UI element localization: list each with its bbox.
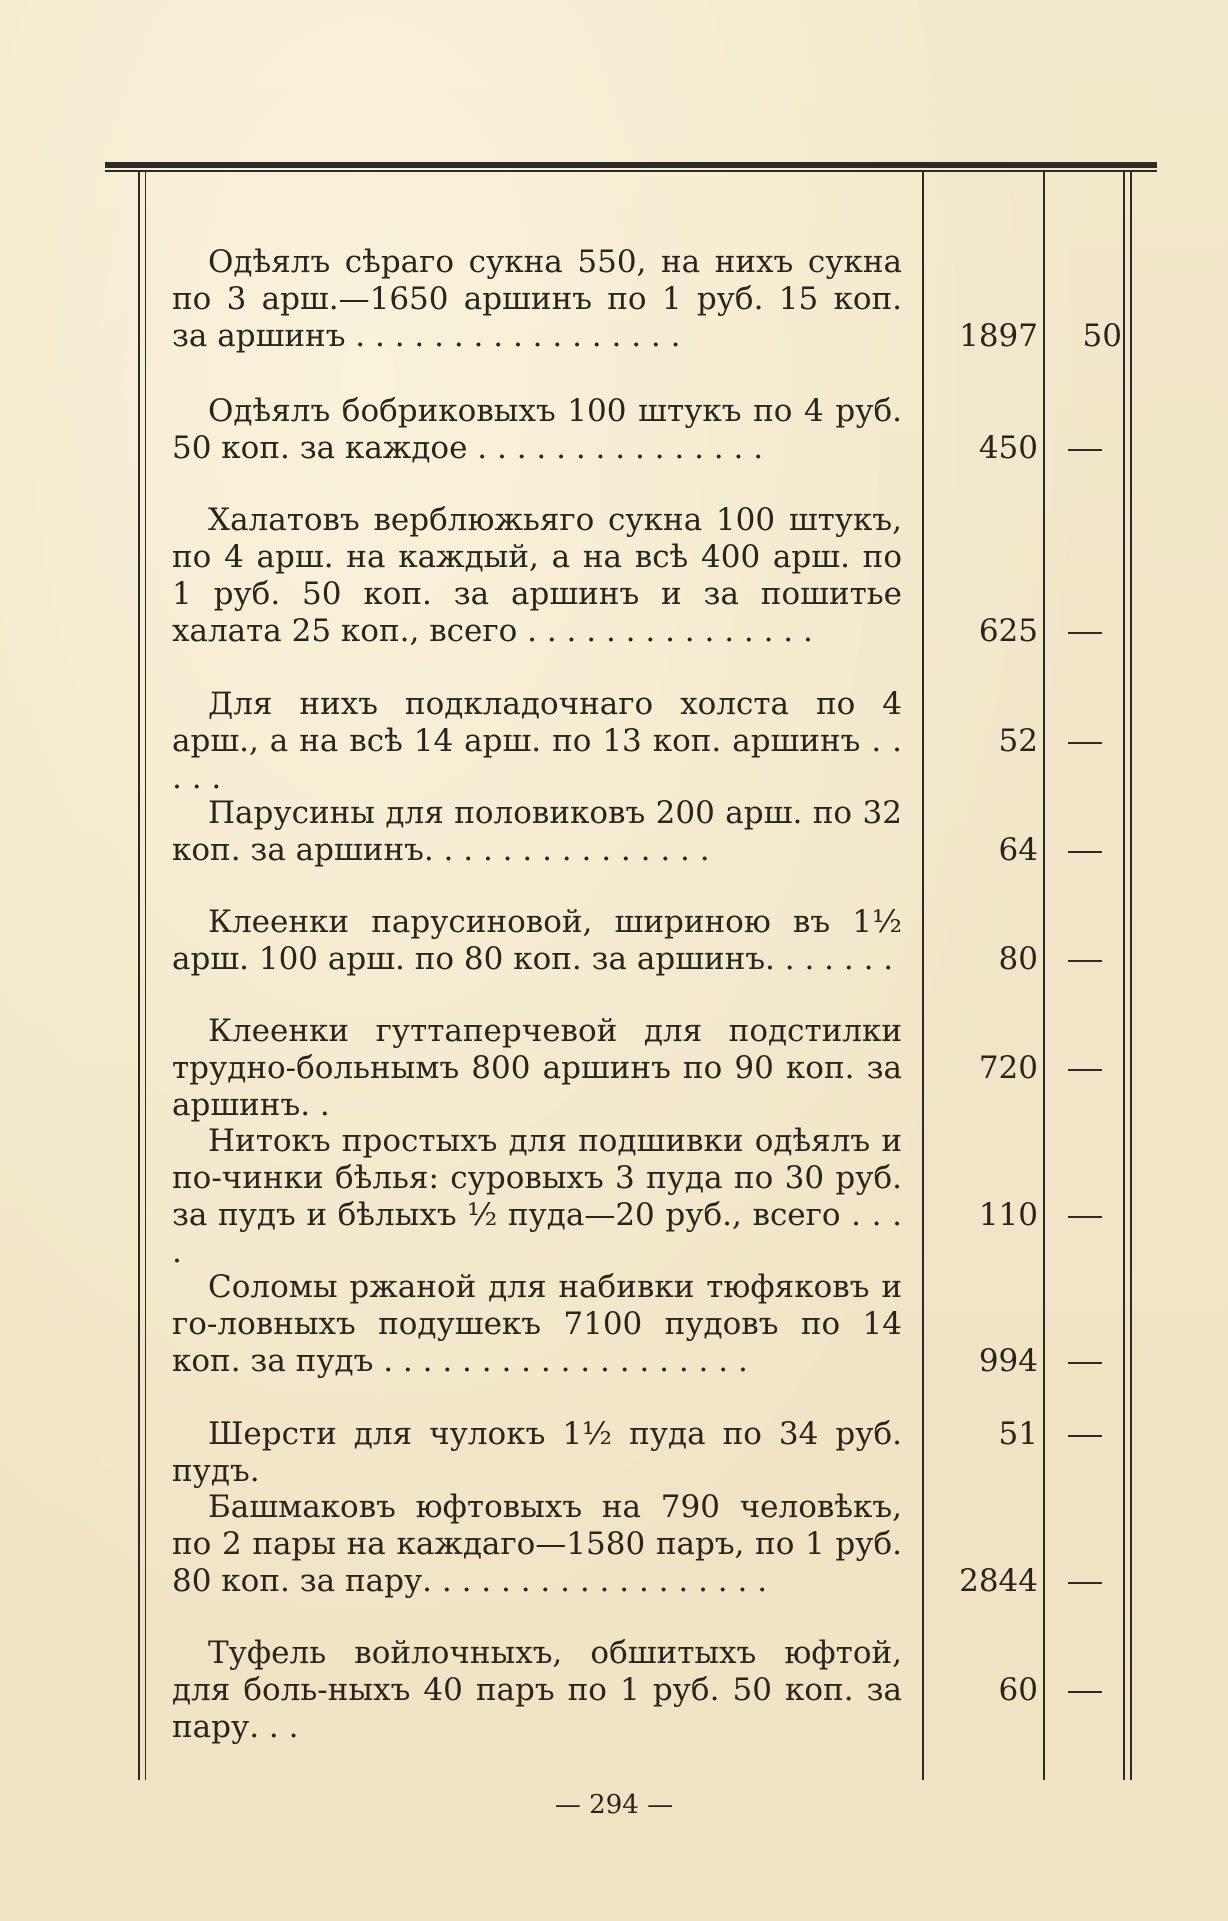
entry-rubles: 720 [978, 1050, 1038, 1086]
entry-kopecks-dash [1068, 632, 1102, 634]
entry-kopecks-dash [1068, 1691, 1102, 1693]
entry-kopecks-dash [1068, 851, 1102, 853]
entry-rubles: 2844 [959, 1563, 1038, 1599]
entry-kopecks-dash [1068, 1069, 1102, 1071]
entry-text: Туфель войлочныхъ, обшитыхъ юфтой, для боль-ныхъ 40 паръ по 1 руб. 50 коп. за пару. . . [172, 1635, 902, 1745]
entry-rubles: 64 [998, 832, 1038, 868]
left-border-inner [145, 172, 146, 1780]
entry-kopecks: 50 [1082, 318, 1122, 354]
top-rule-thin [105, 170, 1157, 172]
entry-kopecks-dash [1068, 960, 1102, 962]
entry-rubles: 52 [998, 723, 1038, 759]
entry-kopecks-dash [1068, 1582, 1102, 1584]
entry-rubles: 625 [978, 613, 1038, 649]
entry-kopecks-dash [1068, 1435, 1102, 1437]
right-border-outer [1130, 172, 1132, 1780]
entry-text: Одѣялъ сѣраго сукна 550, на нихъ сукна по 3 арш.—1650 аршинъ по 1 руб. 15 коп. за аршинъ . . . . . . . . . . . . . . . . . [172, 244, 902, 354]
entry-kopecks-dash [1068, 1362, 1102, 1364]
entry-text: Одѣялъ бобриковыхъ 100 штукъ по 4 руб. 50 коп. за каждое . . . . . . . . . . . . . . . [172, 393, 902, 466]
entry-text: Клеенки парусиновой, шириною въ 1½ арш. 100 арш. по 80 коп. за аршинъ. . . . . . . [172, 904, 902, 977]
entry-text: Нитокъ простыхъ для подшивки одѣялъ и по-чинки бѣлья: суровыхъ 3 пуда по 30 руб. за пудъ и бѣлыхъ ½ пуда—20 руб., всего . . . . [172, 1123, 902, 1270]
entry-kopecks-dash [1068, 742, 1102, 744]
entry-text: Шерсти для чулокъ 1½ пуда по 34 руб. пудъ. [172, 1416, 902, 1489]
entry-text: Соломы ржаной для набивки тюфяковъ и го-ловныхъ подушекъ 7100 пудовъ по 14 коп. за пудъ . . . . . . . . . . . . . . . . . . . [172, 1269, 902, 1379]
entry-rubles: 80 [998, 941, 1038, 977]
entry-text: Башмаковъ юфтовыхъ на 790 человѣкъ, по 2 пары на каждаго—1580 паръ, по 1 руб. 80 коп. за пару. . . . . . . . . . . . . . . . . . [172, 1489, 902, 1599]
page-number: — 294 — [554, 1790, 674, 1820]
entry-rubles: 51 [998, 1416, 1038, 1452]
kopecks-column-border [1043, 172, 1045, 1780]
entry-rubles: 450 [978, 430, 1038, 466]
top-rule [105, 162, 1157, 168]
entry-rubles: 110 [978, 1197, 1038, 1233]
entry-kopecks-dash [1068, 449, 1102, 451]
rubles-column-border [922, 172, 924, 1780]
entry-rubles: 994 [978, 1343, 1038, 1379]
entry-rubles: 60 [998, 1672, 1038, 1708]
right-border [1123, 172, 1125, 1780]
entry-kopecks-dash [1068, 1216, 1102, 1218]
entry-text: Для нихъ подкладочнаго холста по 4 арш., а на всѣ 14 арш. по 13 коп. аршинъ . . . . . [172, 686, 902, 796]
entry-text: Халатовъ верблюжьяго сукна 100 штукъ, по 4 арш. на каждый, а на всѣ 400 арш. по 1 руб. 50 коп. за аршинъ и за пошитье халата 25 коп., всего . . . . . . . . . . . . . . . [172, 502, 902, 649]
left-border [138, 172, 140, 1780]
entry-text: Клеенки гуттаперчевой для подстилки трудно-больнымъ 800 аршинъ по 90 коп. за аршинъ. . [172, 1013, 902, 1123]
entry-text: Парусины для половиковъ 200 арш. по 32 коп. за аршинъ. . . . . . . . . . . . . . . [172, 795, 902, 868]
entry-rubles: 1897 [959, 318, 1038, 354]
